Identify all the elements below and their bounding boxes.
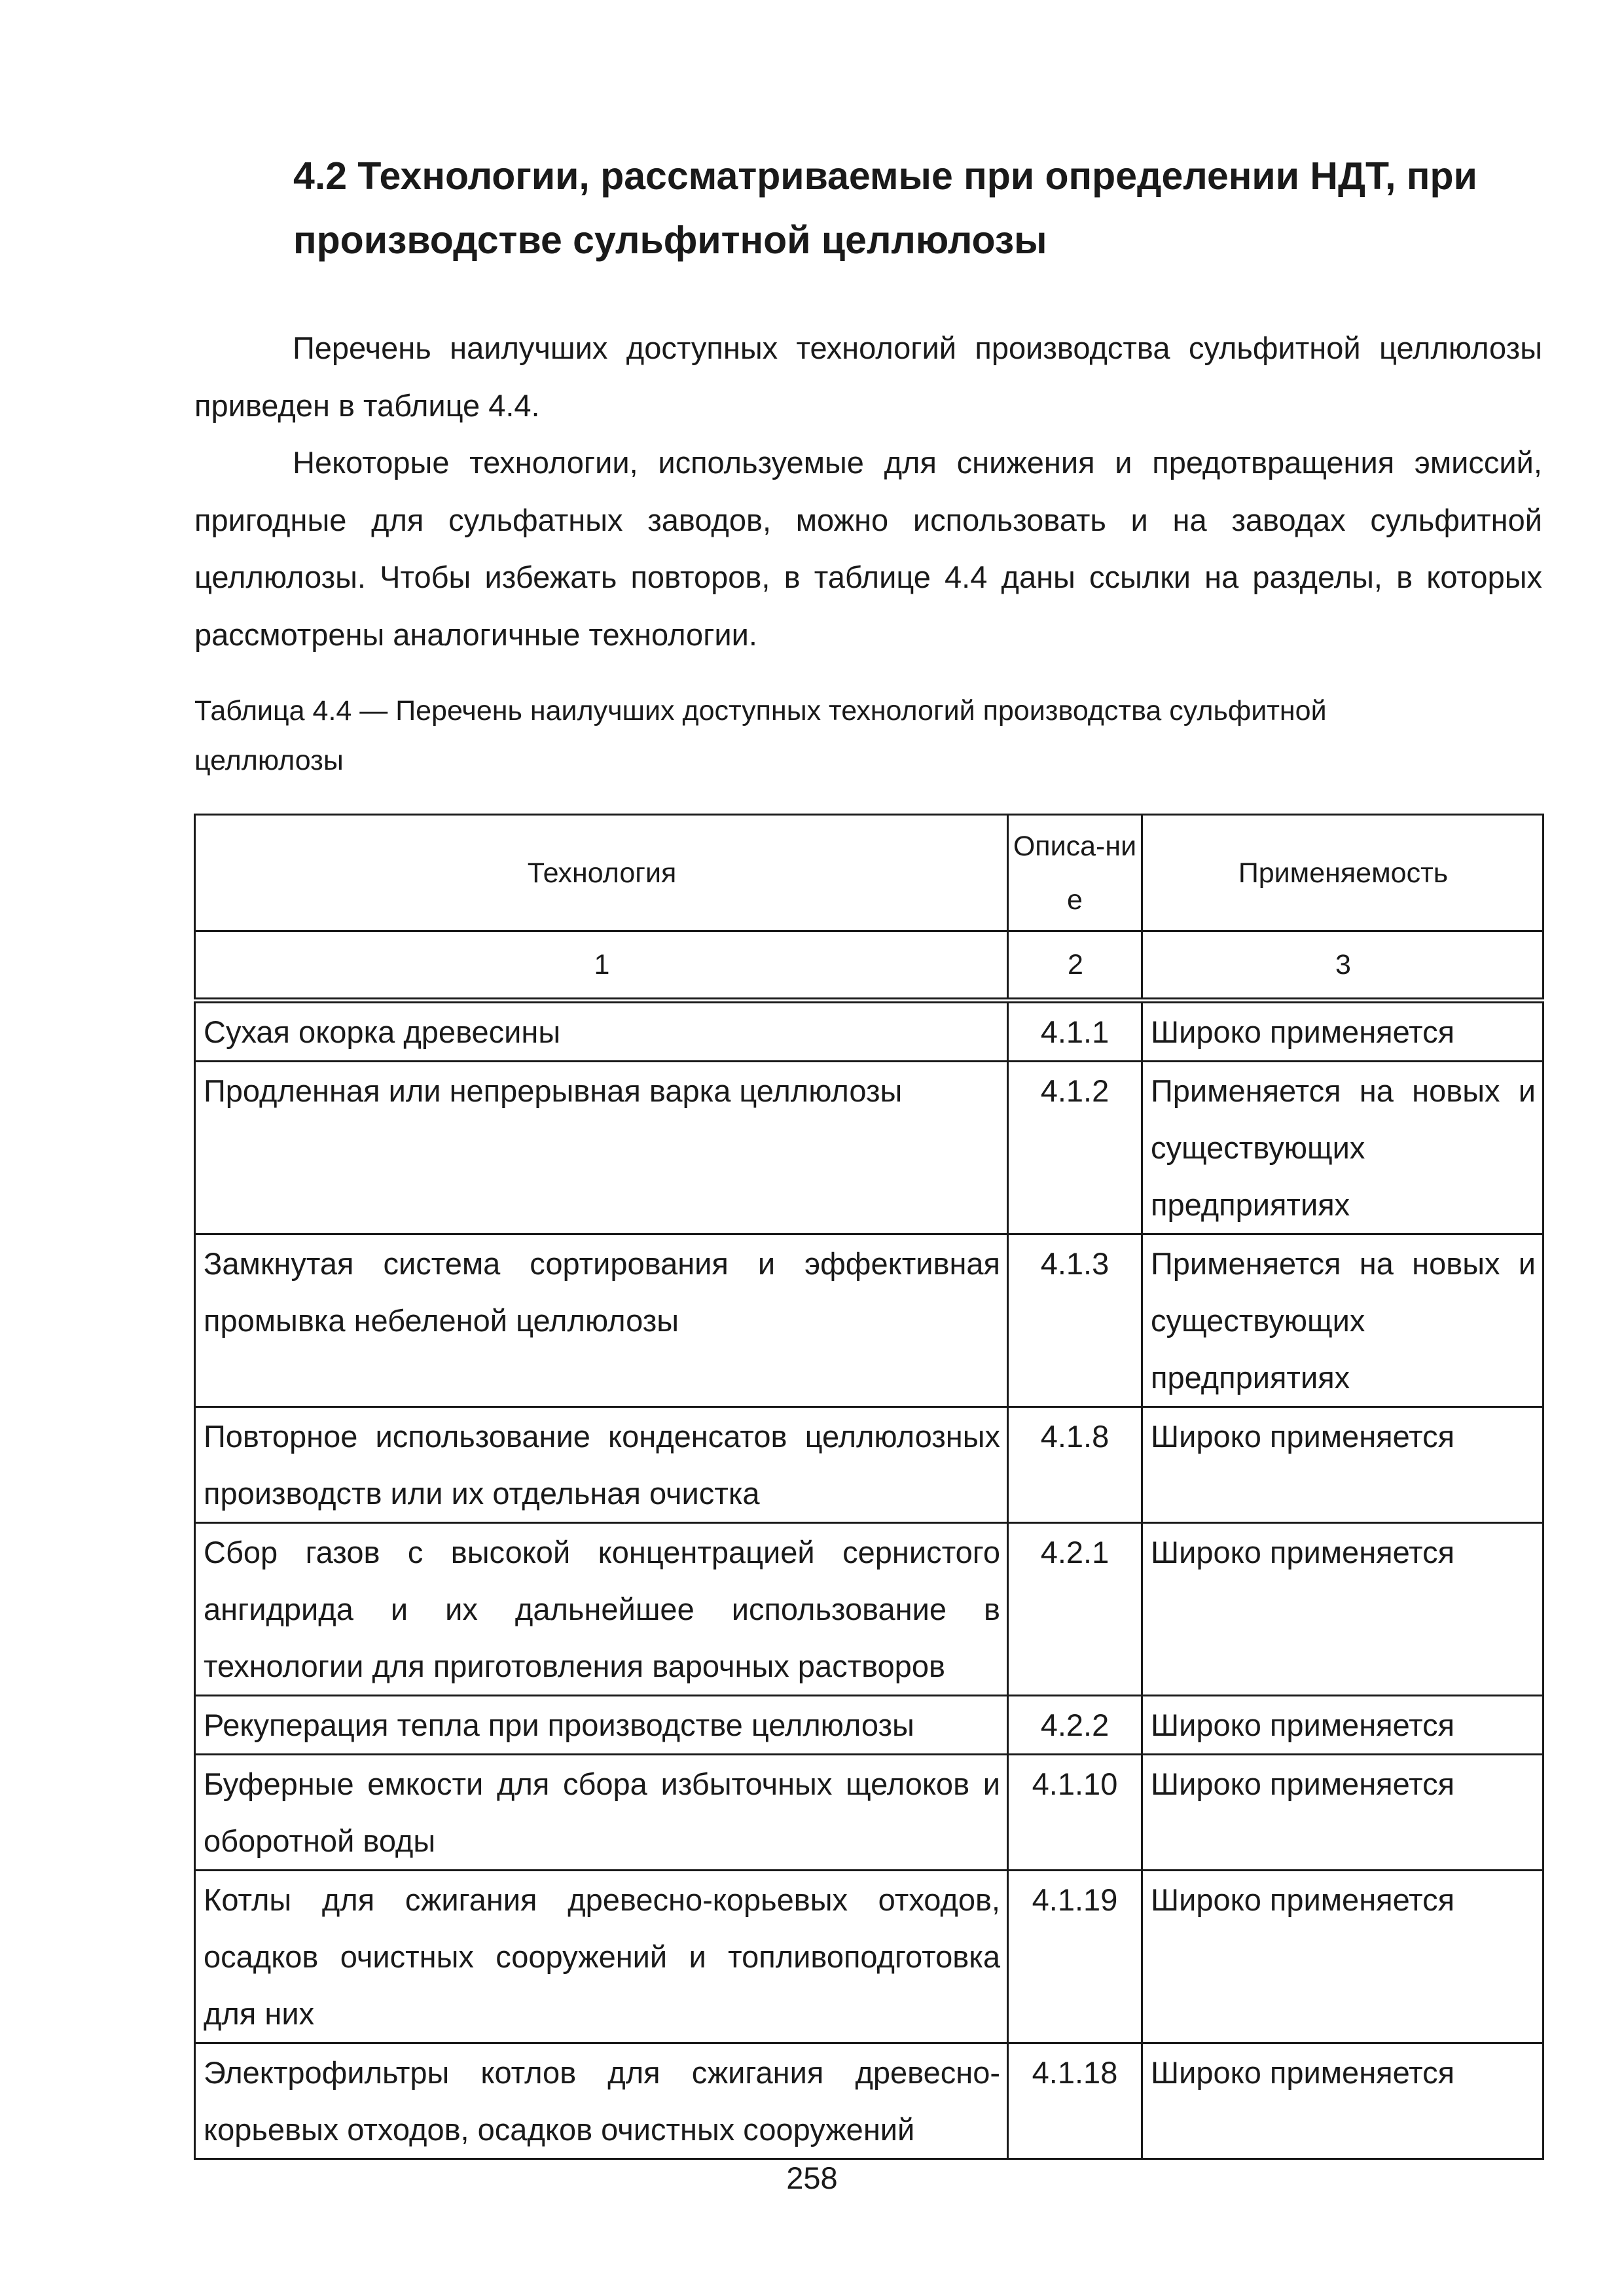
header-applicability: Применяемость bbox=[1142, 815, 1543, 931]
technology-cell: Котлы для сжигания древесно-корьевых отходов, осадков очистных сооружений и топливоподготовка для них bbox=[195, 1871, 1008, 2043]
table-row bbox=[195, 1755, 1543, 1871]
description-cell: 4.1.3 bbox=[1008, 1234, 1142, 1407]
technology-cell: Продленная или непрерывная варка целлюлозы bbox=[195, 1062, 1008, 1234]
applicability-cell: Применяется на новых и существующих предприятиях bbox=[1142, 1234, 1543, 1407]
applicability-cell: Широко применяется bbox=[1142, 1755, 1543, 1871]
applicability-cell: Широко применяется bbox=[1142, 1407, 1543, 1523]
description-cell: 4.1.2 bbox=[1008, 1062, 1142, 1234]
table-row bbox=[195, 1001, 1543, 1062]
page-number: 258 bbox=[786, 2161, 838, 2195]
description-cell: 4.2.2 bbox=[1008, 1696, 1142, 1755]
table-caption: Таблица 4.4 — Перечень наилучших доступных технологий производства сульфитной целлюлозы bbox=[194, 695, 1327, 776]
applicability-cell: Широко применяется bbox=[1142, 2043, 1543, 2159]
table-row bbox=[195, 1407, 1543, 1523]
technologies-table bbox=[194, 814, 1544, 2160]
technology-cell: Сбор газов с высокой концентрацией сернистого ангидрида и их дальнейшее использование в технологии для приготовления варочных растворов bbox=[195, 1523, 1008, 1696]
column-number: 1 bbox=[195, 931, 1008, 1001]
applicability-cell: Широко применяется bbox=[1142, 1871, 1543, 2043]
applicability-cell: Широко применяется bbox=[1142, 1696, 1543, 1755]
table-row bbox=[195, 1523, 1543, 1696]
technology-cell: Буферные емкости для сбора избыточных щелоков и оборотной воды bbox=[195, 1755, 1008, 1871]
applicability-cell: Широко применяется bbox=[1142, 1001, 1543, 1062]
intro-paragraph: Перечень наилучших доступных технологий производства сульфитной целлюлозы приведен в таблице 4.4. bbox=[194, 331, 1542, 423]
technology-cell: Сухая окорка древесины bbox=[195, 1001, 1008, 1062]
table-row bbox=[195, 2043, 1543, 2159]
table-row bbox=[195, 1062, 1543, 1234]
applicability-cell: Применяется на новых и существующих предприятиях bbox=[1142, 1062, 1543, 1234]
technology-cell: Повторное использование конденсатов целлюлозных производств или их отдельная очистка bbox=[195, 1407, 1008, 1523]
column-number: 3 bbox=[1142, 931, 1543, 1001]
technology-cell: Электрофильтры котлов для сжигания древесно-корьевых отходов, осадков очистных сооружений bbox=[195, 2043, 1008, 2159]
table-row bbox=[195, 1696, 1543, 1755]
description-cell: 4.2.1 bbox=[1008, 1523, 1142, 1696]
technology-cell: Рекуперация тепла при производстве целлюлозы bbox=[195, 1696, 1008, 1755]
section-heading: 4.2 Технологии, рассматриваемые при определении НДТ, при производстве сульфитной целлюлозы bbox=[293, 154, 1477, 262]
description-cell: 4.1.10 bbox=[1008, 1755, 1142, 1871]
table-row bbox=[195, 1234, 1543, 1407]
table-row bbox=[195, 1871, 1543, 2043]
description-cell: 4.1.8 bbox=[1008, 1407, 1142, 1523]
description-cell: 4.1.19 bbox=[1008, 1871, 1142, 2043]
header-technology: Технология bbox=[195, 815, 1008, 931]
applicability-cell: Широко применяется bbox=[1142, 1523, 1543, 1696]
description-cell: 4.1.1 bbox=[1008, 1001, 1142, 1062]
column-number-row bbox=[195, 931, 1543, 1001]
reference-paragraph: Некоторые технологии, используемые для снижения и предотвращения эмиссий, пригодные для сульфатных заводов, можно использовать и на заводах сульфитной целлюлозы. Чтобы избежать повторов, в таблице 4.4 даны ссылки на разделы, в которых рассмотрены аналогичные технологии. bbox=[194, 445, 1542, 652]
column-number: 2 bbox=[1008, 931, 1142, 1001]
technology-cell: Замкнутая система сортирования и эффективная промывка небеленой целлюлозы bbox=[195, 1234, 1008, 1407]
table-header-row bbox=[195, 815, 1543, 931]
description-cell: 4.1.18 bbox=[1008, 2043, 1142, 2159]
header-description: Описа-ние bbox=[1008, 815, 1142, 931]
